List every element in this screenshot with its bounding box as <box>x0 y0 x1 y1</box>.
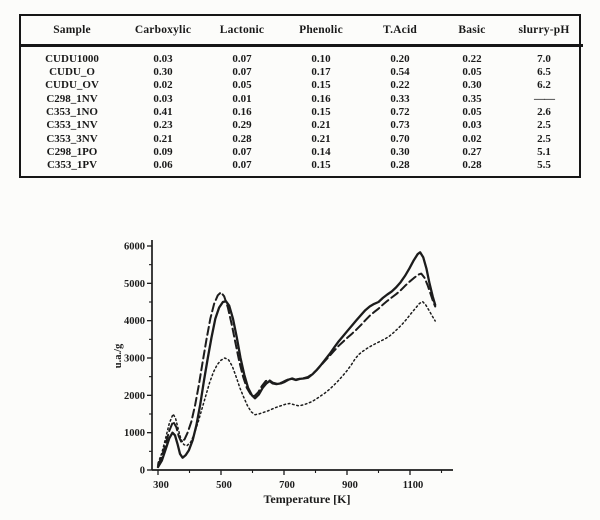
table-cell: 0.07 <box>232 52 252 65</box>
table-row-cudu-ov <box>21 79 583 92</box>
tpd-chart <box>100 228 480 515</box>
table-cell: 2.5 <box>537 132 551 145</box>
table-cell: 5.5 <box>537 159 551 172</box>
acidity-table-frame <box>19 14 581 178</box>
table-cell: 5.1 <box>537 145 551 158</box>
column-header-slurry-ph: slurry-pH <box>505 16 583 46</box>
table-cell: 0.03 <box>153 52 173 65</box>
table-cell: 0.41 <box>153 105 173 118</box>
table-cell: 0.22 <box>462 52 482 65</box>
table-cell: 0.07 <box>232 159 252 172</box>
sample-name: C298_1NV <box>46 92 98 105</box>
table-cell: 0.05 <box>462 105 482 118</box>
table-cell: 0.01 <box>232 92 252 105</box>
column-header-sample: Sample <box>21 16 123 46</box>
table-cell: 0.15 <box>311 159 331 172</box>
table-cell: 0.16 <box>232 105 252 118</box>
table-cell: 0.21 <box>153 132 173 145</box>
column-header-carboxylic: Carboxylic <box>123 16 203 46</box>
table-cell: 0.30 <box>390 145 410 158</box>
table-cell: 0.27 <box>462 145 482 158</box>
table-cell: 0.33 <box>390 92 410 105</box>
y-tick-label: 3000 <box>124 353 145 365</box>
acidity-table <box>21 16 583 176</box>
column-header-phenolic: Phenolic <box>281 16 361 46</box>
sample-name: CUDU1000 <box>45 52 99 65</box>
table-cell: 0.73 <box>390 119 410 132</box>
table-cell: 2.6 <box>537 105 551 118</box>
table-cell: 0.05 <box>232 79 252 92</box>
table-cell: 0.70 <box>390 132 410 145</box>
y-axis-label: u.a./g <box>113 343 124 369</box>
table-row-c353-1pv <box>21 159 583 176</box>
y-tick-label: 2000 <box>124 390 145 402</box>
table-cell: —— <box>534 92 554 105</box>
table-cell: 0.10 <box>311 52 331 65</box>
table-cell: 0.28 <box>390 159 410 172</box>
table-cell: 0.22 <box>390 79 410 92</box>
table-cell: 0.17 <box>311 66 331 79</box>
table-cell: 0.05 <box>462 66 482 79</box>
table-cell: 0.02 <box>462 132 482 145</box>
table-row-c353-1nv <box>21 119 583 132</box>
sample-name: C353_1PV <box>46 159 98 172</box>
table-row-c353-3nv <box>21 132 583 145</box>
table-cell: 0.20 <box>390 52 410 65</box>
table-row-c298-1nv <box>21 92 583 105</box>
table-cell: 7.0 <box>537 52 551 65</box>
table-cell: 0.03 <box>462 119 482 132</box>
table-cell: 0.03 <box>153 92 173 105</box>
table-cell: 0.07 <box>232 66 252 79</box>
sample-name: CUDU_OV <box>45 79 99 92</box>
table-cell: 0.35 <box>462 92 482 105</box>
table-cell: 0.06 <box>153 159 173 172</box>
y-tick-label: 5000 <box>124 278 145 290</box>
table-row-c353-1no <box>21 105 583 118</box>
table-cell: 0.28 <box>232 132 252 145</box>
table-cell: 0.02 <box>153 79 173 92</box>
x-tick-label: 700 <box>279 480 295 491</box>
table-row-cudu1000 <box>21 46 583 66</box>
table-header-row <box>21 16 583 46</box>
table-cell: 0.16 <box>311 92 331 105</box>
table-row-cudu-o <box>21 65 583 78</box>
sample-name: C353_1NO <box>46 105 98 118</box>
table-cell: 0.15 <box>311 79 331 92</box>
series-dashed-curve <box>158 274 435 466</box>
tpd-chart-canvas <box>100 228 480 515</box>
sample-name: C353_3NV <box>46 132 98 145</box>
table-cell: 0.23 <box>153 119 173 132</box>
table-cell: 0.72 <box>390 105 410 118</box>
column-header-basic: Basic <box>439 16 505 46</box>
x-tick-label: 500 <box>216 480 232 491</box>
y-tick-label: 1000 <box>124 428 145 440</box>
table-cell: 0.07 <box>232 145 252 158</box>
table-cell: 2.5 <box>537 119 551 132</box>
table-cell: 0.21 <box>311 119 331 132</box>
table-cell: 6.2 <box>537 79 551 92</box>
x-tick-label: 900 <box>342 480 358 491</box>
series-solid-curve <box>158 252 435 467</box>
table-cell: 0.28 <box>462 159 482 172</box>
y-tick-label: 0 <box>139 465 145 477</box>
table-cell: 0.09 <box>153 145 173 158</box>
table-row-c298-1po <box>21 145 583 158</box>
y-tick-label: 4000 <box>124 316 145 328</box>
column-header-lactonic: Lactonic <box>203 16 281 46</box>
y-tick-label: 6000 <box>124 241 145 253</box>
sample-name: C353_1NV <box>46 119 98 132</box>
table-cell: 6.5 <box>537 66 551 79</box>
table-cell: 0.30 <box>462 79 482 92</box>
column-header-t-acid: T.Acid <box>361 16 439 46</box>
table-cell: 0.54 <box>390 66 410 79</box>
table-cell: 0.15 <box>311 105 331 118</box>
sample-name: C298_1PO <box>46 145 98 158</box>
table-cell: 0.21 <box>311 132 331 145</box>
x-axis-label: Temperature [K] <box>263 492 351 506</box>
table-cell: 0.29 <box>232 119 252 132</box>
table-cell: 0.30 <box>153 66 173 79</box>
sample-name: CUDU_O <box>49 66 95 79</box>
x-tick-label: 1100 <box>402 480 424 491</box>
table-cell: 0.14 <box>311 145 331 158</box>
x-tick-label: 300 <box>153 480 169 491</box>
